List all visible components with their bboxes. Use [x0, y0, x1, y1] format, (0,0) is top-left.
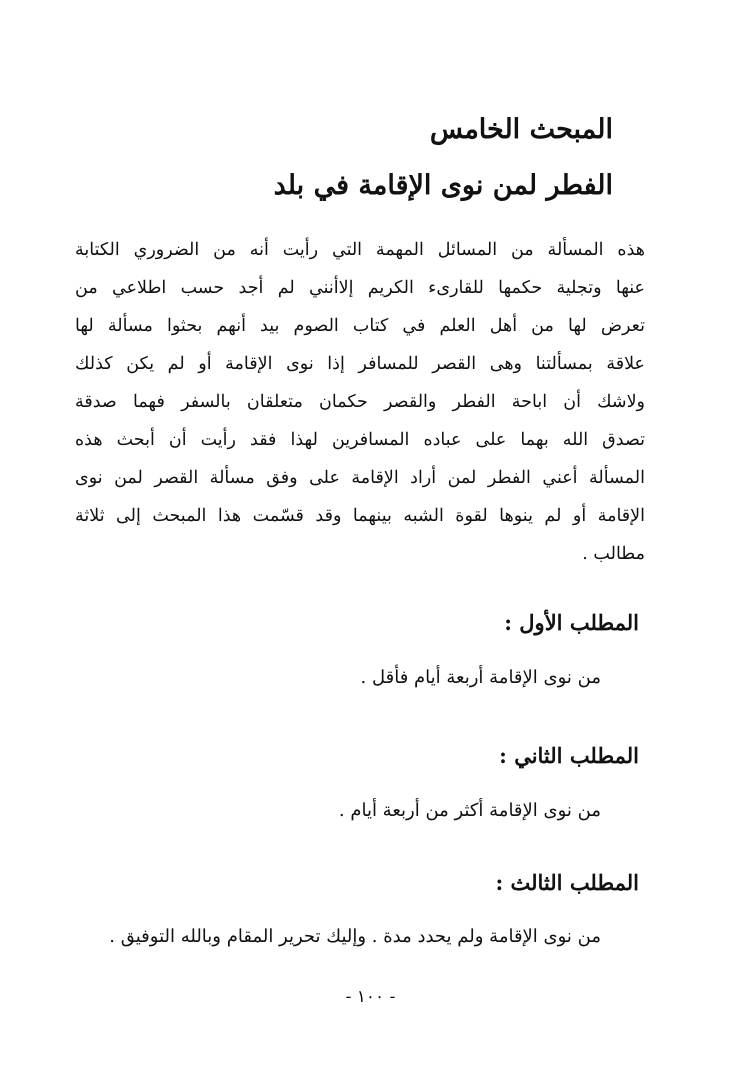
paragraph-line: تعرض لها من أهل العلم في كتاب الصوم بيد أنهم بحثوا مسألة لها [75, 316, 645, 336]
chapter-title: الفطر لمن نوى الإقامة في بلد [273, 170, 613, 201]
section-body-first: من نوى الإقامة أربعة أيام فأقل . [360, 667, 601, 688]
paragraph-line: مطالب . [582, 544, 645, 564]
section-heading-first: المطلب الأول : [504, 610, 639, 635]
page-number: - ١٠٠ - [345, 987, 396, 1007]
section-body-third: من نوى الإقامة ولم يحدد مدة . وإليك تحرير المقام وبالله التوفيق . [109, 926, 601, 947]
paragraph-line: ولاشك أن اباحة الفطر والقصر حكمان متعلقان بالسفر فهما صدقة [75, 392, 645, 412]
intro-paragraph [75, 231, 645, 573]
paragraph-line: هذه المسألة من المسائل المهمة التي رأيت أنه من الضروري الكتابة [75, 240, 645, 260]
section-body-second: من نوى الإقامة أكثر من أربعة أيام . [338, 800, 601, 821]
paragraph-line: المسألة أعني الفطر لمن أراد الإقامة على وفق مسألة القصر لمن نوى [75, 468, 645, 488]
paragraph-line: علاقة بمسألتنا وهى القصر للمسافر إذا نوى الإقامة أو لم يكن كذلك [75, 354, 645, 374]
section-heading-second: المطلب الثاني : [499, 743, 639, 768]
paragraph-line: الإقامة أو لم ينوها لقوة الشبه بينهما وقد قسّمت هذا المبحث إلى ثلاثة [75, 506, 645, 526]
section-heading-third: المطلب الثالث : [495, 870, 639, 895]
paragraph-line: تصدق الله بهما على عباده المسافرين لهذا فقد رأيت أن أبحث هذه [75, 430, 645, 450]
paragraph-line: عنها وتجلية حكمها للقارىء الكريم إلاأنني لم أجد حسب اطلاعي من [75, 278, 645, 298]
chapter-heading: المبحث الخامس [429, 114, 613, 145]
